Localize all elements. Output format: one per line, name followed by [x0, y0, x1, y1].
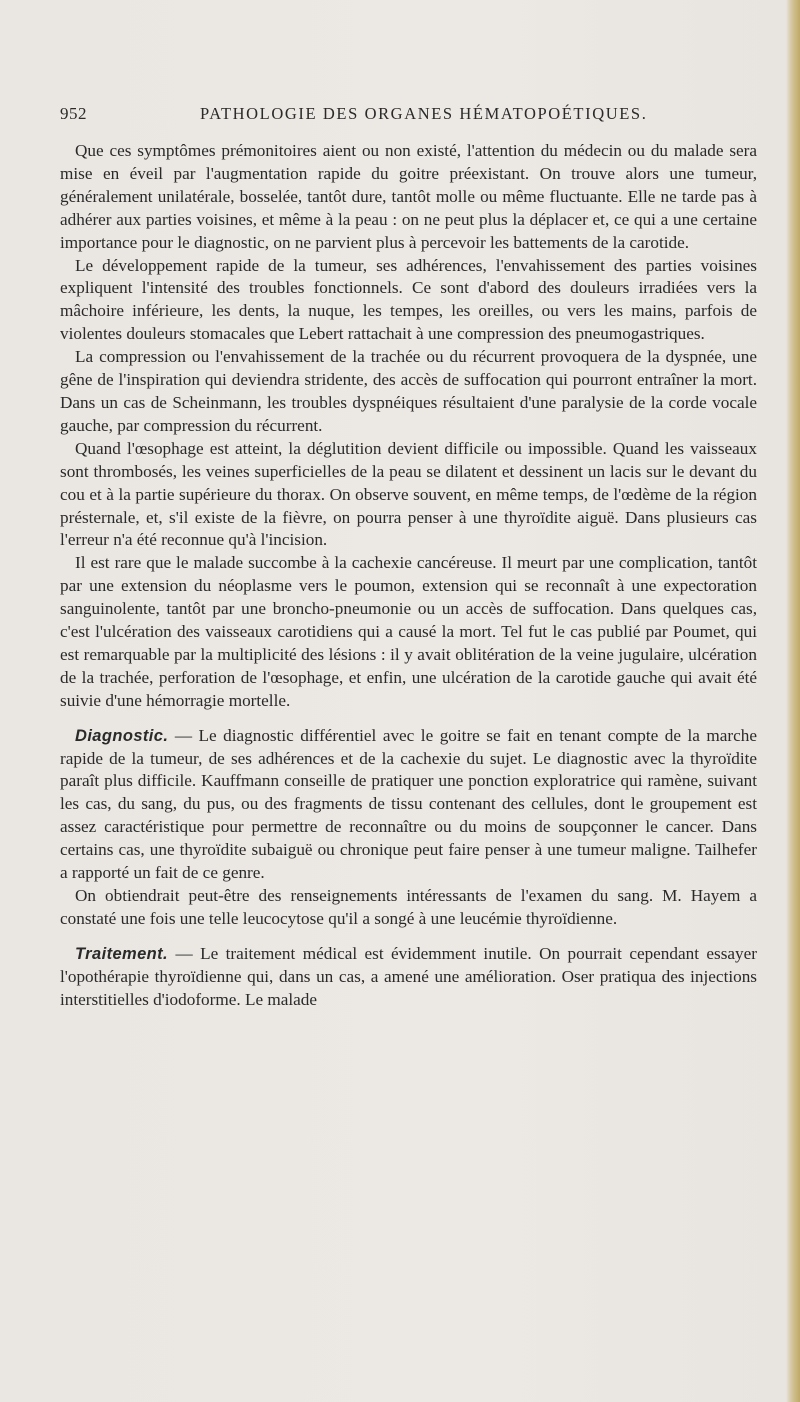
page-header — [60, 104, 760, 126]
body-text — [60, 140, 757, 1012]
traitement-paragraph — [60, 943, 757, 1012]
page-edge-shadow — [786, 0, 800, 1402]
section-heading-diagnostic: Diagnostic. — [75, 726, 169, 745]
paragraph: Il est rare que le malade succombe à la cachexie cancéreuse. Il meurt par une complication, tantôt par une extension du néoplasme vers le poumon, extension qui se reconnaît à une expectoration sanguinolente, tantôt par une broncho-pneumonie ou un accès de suffocation. Dans quelques cas, c'est l'ulcération des vaisseaux carotidiens qui a causé la mort. Tel fut le cas publié par Poumet, qui est remarquable par la multiplicité des lésions : il y avait oblitération de la veine jugulaire, ulcération de la trachée, perforation de l'œsophage, et enfin, une ulcération de la carotide gauche qui avait été suivie d'une hémorragie mortelle. — [60, 553, 757, 710]
page-number: 952 — [60, 104, 87, 123]
running-title: PATHOLOGIE DES ORGANES HÉMATOPOÉTIQUES. — [200, 104, 648, 123]
paragraph: Quand l'œsophage est atteint, la déglutition devient difficile ou impossible. Quand les vaisseaux sont thrombosés, les veines superficielles de la peau se dilatent et dessinent un lacis sur le devant du cou et à la partie supérieure du thorax. On observe souvent, en même temps, de l'œdème de la région présternale, et, s'il existe de la fièvre, on pourra penser à une thyroïdite aiguë. Dans plusieurs cas l'erreur n'a été reconnue qu'à l'incision. — [60, 438, 757, 550]
diagnostic-text: — Le diagnostic différentiel avec le goitre se fait en tenant compte de la marche rapide de la tumeur, de ses adhérences et de la cachexie du sujet. Le diagnostic avec la thyroïdite paraît plus difficile. Kauffmann conseille de pratiquer une ponction exploratrice qui ramène, suivant les cas, du sang, du pus, ou des fragments de tissu contenant des cellules, dont le groupement est assez caractéristique pour permettre de reconnaître ou du moins de soupçonner le cancer. Dans certains cas, une thyroïdite subaiguë ou chronique peut faire penser à une tumeur maligne. Tailhefer a rapporté un fait de ce genre. — [60, 725, 757, 883]
paragraph: La compression ou l'envahissement de la trachée ou du récurrent provoquera de la dyspnée, une gêne de l'inspiration qui deviendra stridente, des accès de suffocation qui pourront entraîner la mort. Dans un cas de Scheinmann, les troubles dyspnéiques résultaient d'une paralysie de la corde vocale gauche, par compression du récurrent. — [60, 347, 757, 435]
diagnostic-paragraph — [60, 725, 757, 885]
traitement-text: — Le traitement médical est évidemment inutile. On pourrait cependant essayer l'opothérapie thyroïdienne qui, dans un cas, a amené une amélioration. Oser pratiqua des injections interstitielles d'iodoforme. Le malade — [60, 943, 757, 1009]
paragraph: Que ces symptômes prémonitoires aient ou non existé, l'attention du médecin ou du malade sera mise en éveil par l'augmentation rapide du goitre préexistant. On trouve alors une tumeur, généralement unilatérale, bosselée, tantôt dure, tantôt molle ou même fluctuante. Elle ne tarde pas à adhérer aux parties voisines, et même à la peau : on ne peut plus la déplacer et, ce qui a une certaine importance pour le diagnostic, on ne parvient plus à percevoir les battements de la carotide. — [60, 141, 757, 252]
section-heading-traitement: Traitement. — [75, 944, 169, 963]
paragraph: On obtiendrait peut-être des renseignements intéressants de l'examen du sang. M. Hayem a constaté une fois une telle leucocytose qu'il a songé à une leucémie thyroïdienne. — [60, 886, 757, 928]
paragraph: Le développement rapide de la tumeur, ses adhérences, l'envahissement des parties voisines expliquent l'intensité des troubles fonctionnels. Ce sont d'abord des douleurs irradiées vers la mâchoire inférieure, les dents, la nuque, les tempes, les oreilles, ou vers les mains, parfois de violentes douleurs stomacales que Lebert rattachait à une compression des pneumogastriques. — [60, 255, 757, 344]
